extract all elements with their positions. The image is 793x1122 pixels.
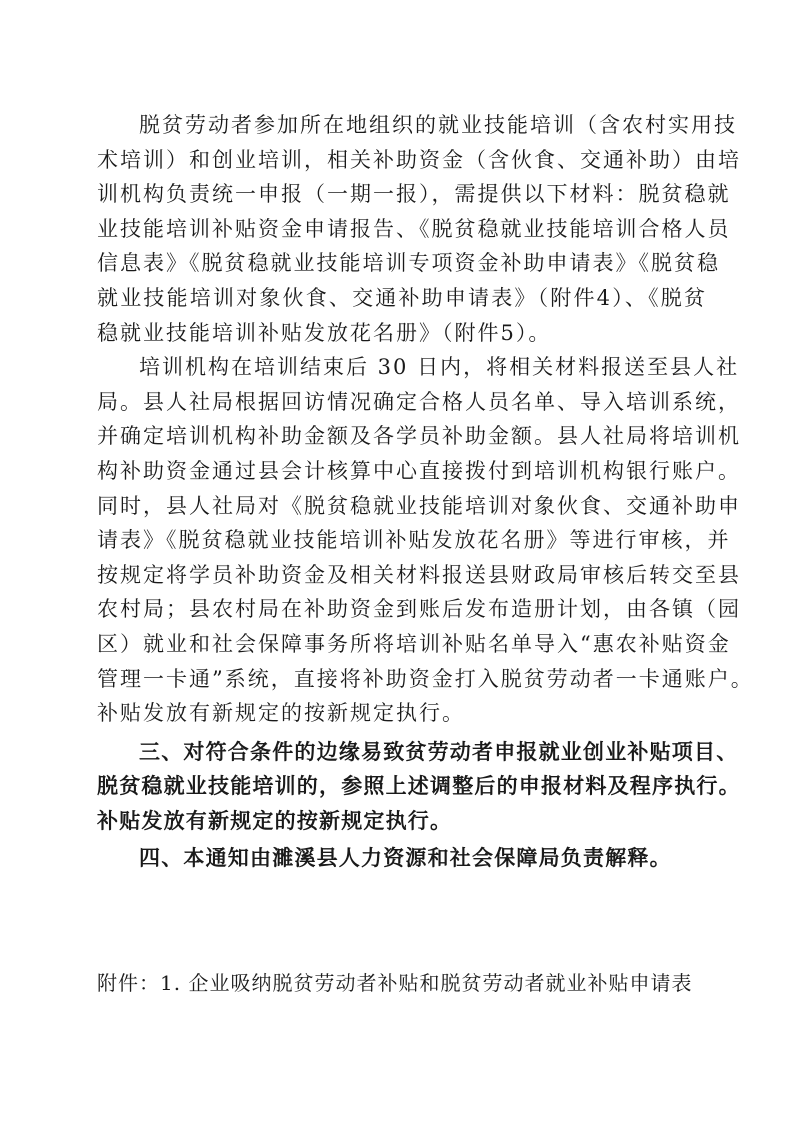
paragraph-section-four-line: 四、本通知由濉溪县人力资源和社会保障局负责解释。 [139,845,672,870]
paragraph-training-materials-line: 脱贫劳动者参加所在地组织的就业技能培训（含农村实用技 [139,113,737,137]
paragraph-training-procedure-line: 区）就业和社会保障事务所将培训补贴名单导入“惠农补贴资金 [97,632,731,656]
paragraph-training-procedure-line: 管理一卡通”系统，直接将补助资金打入脱贫劳动者一卡通账户。 [97,666,754,691]
paragraph-training-materials-line: 术培训）和创业培训，相关补助资金（含伙食、交通补助）由培 [97,147,741,172]
paragraph-training-procedure-line: 局。县人社局根据回访情况确定合格人员名单、导入培训系统， [97,389,741,414]
paragraph-training-procedure-line: 并确定培训机构补助金额及各学员补助金额。县人社局将培训机 [97,424,741,449]
paragraph-training-materials-line: 稳就业技能培训补贴发放花名册》（附件5）。 [97,320,552,345]
paragraph-training-materials-line: 信息表》《脱贫稳就业技能培训专项资金补助申请表》《脱贫稳 [97,251,720,276]
paragraph-section-three-line: 三、对符合条件的边缘易致贫劳动者申报就业创业补贴项目、 [139,739,739,764]
paragraph-training-materials-line: 就业技能培训对象伙食、交通补助申请表》（附件4）、《脱贫 [97,286,707,310]
paragraph-training-procedure-line: 按规定将学员补助资金及相关材料报送县财政局审核后转交至县 [97,562,741,587]
attachment-line: 附件：1. 企业吸纳脱贫劳动者补贴和脱贫劳动者就业补贴申请表 [97,971,693,995]
paragraph-section-three-line: 脱贫稳就业技能培训的，参照上述调整后的申报材料及程序执行。 [97,774,741,799]
paragraph-training-procedure-line: 农村局；县农村局在补助资金到账后发布造册计划，由各镇（园 [97,597,741,622]
paragraph-training-materials-line: 训机构负责统一申报（一期一报），需提供以下材料：脱贫稳就 [97,182,731,207]
paragraph-training-procedure-line: 培训机构在培训结束后 30 日内，将相关材料报送至县人社 [139,355,740,380]
paragraph-training-procedure-line: 同时，县人社局对《脱贫稳就业技能培训对象伙食、交通补助申 [97,493,741,518]
paragraph-training-materials-line: 业技能培训补贴资金申请报告、《脱贫稳就业技能培训合格人员 [97,216,731,241]
paragraph-training-procedure-line: 补贴发放有新规定的按新规定执行。 [97,701,465,726]
paragraph-training-procedure-line: 构补助资金通过县会计核算中心直接拨付到培训机构银行账户。 [97,459,741,483]
paragraph-training-procedure-line: 请表》《脱贫稳就业技能培训补贴发放花名册》等进行审核，并 [97,528,731,553]
paragraph-section-three-line: 补贴发放有新规定的按新规定执行。 [97,809,453,833]
